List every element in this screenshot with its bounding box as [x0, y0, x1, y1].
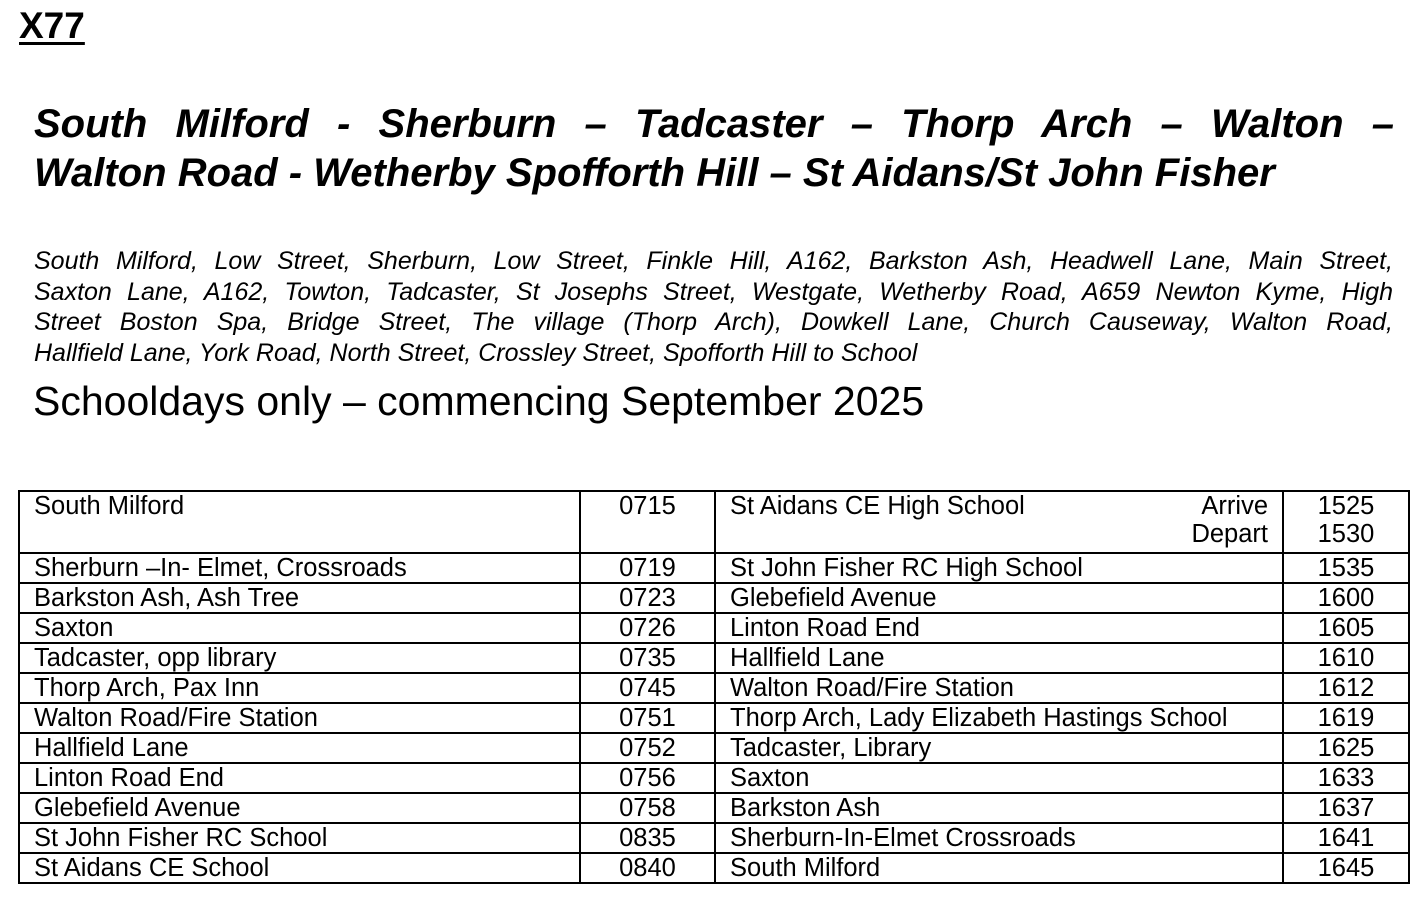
- table-row: [19, 553, 1409, 583]
- service-note: Schooldays only – commencing September 2025: [33, 378, 925, 424]
- afternoon-time-cell: 1600: [1283, 583, 1409, 613]
- morning-time-cell: 0723: [580, 583, 715, 613]
- afternoon-stop-cell: Walton Road/Fire Station: [715, 673, 1283, 703]
- route-heading-line-1: [34, 100, 1394, 148]
- table-row: [19, 583, 1409, 613]
- arrive-label: Arrive: [1201, 492, 1268, 520]
- morning-time-cell: 0756: [580, 763, 715, 793]
- route-description-line-text: Saxton Lane, A162, Towton, Tadcaster, St Josephs Street, Westgate, Wetherby Road, A659 Newton Kyme, High: [34, 277, 1393, 306]
- afternoon-stop-cell: Thorp Arch, Lady Elizabeth Hastings School: [715, 703, 1283, 733]
- afternoon-time-cell: [1283, 491, 1409, 553]
- route-description-line: Hallfield Lane, York Road, North Street, Crossley Street, Spofforth Hill to School: [34, 338, 918, 367]
- timetable-body: [19, 491, 1409, 883]
- table-row: [19, 763, 1409, 793]
- table-row: [19, 613, 1409, 643]
- afternoon-time-cell: 1633: [1283, 763, 1409, 793]
- afternoon-time-cell: 1610: [1283, 643, 1409, 673]
- table-row: [19, 733, 1409, 763]
- afternoon-stop-with-arrive-depart: [730, 492, 1268, 548]
- morning-time-cell: 0752: [580, 733, 715, 763]
- morning-time-cell: 0840: [580, 853, 715, 883]
- arrive-depart-labels: [1191, 492, 1268, 548]
- morning-stop-cell: St John Fisher RC School: [19, 823, 580, 853]
- route-description-line: [34, 307, 1393, 338]
- depart-time: 1530: [1317, 520, 1375, 548]
- route-description-line: [34, 246, 1393, 277]
- morning-stop-cell: Tadcaster, opp library: [19, 643, 580, 673]
- morning-time-cell: 0751: [580, 703, 715, 733]
- morning-stop-cell: Glebefield Avenue: [19, 793, 580, 823]
- arrive-time: 1525: [1317, 492, 1375, 520]
- morning-stop-cell: Saxton: [19, 613, 580, 643]
- afternoon-time-cell: 1612: [1283, 673, 1409, 703]
- morning-stop-cell: Barkston Ash, Ash Tree: [19, 583, 580, 613]
- table-row: [19, 853, 1409, 883]
- morning-time-cell: 0719: [580, 553, 715, 583]
- afternoon-time-cell: 1641: [1283, 823, 1409, 853]
- table-row: [19, 823, 1409, 853]
- morning-stop-cell: Walton Road/Fire Station: [19, 703, 580, 733]
- route-heading-line-2: Walton Road - Wetherby Spofforth Hill – St Aidans/St John Fisher: [34, 151, 1275, 195]
- afternoon-time-cell: 1637: [1283, 793, 1409, 823]
- afternoon-stop-cell: [715, 491, 1283, 553]
- table-row: [19, 703, 1409, 733]
- afternoon-time-cell: 1605: [1283, 613, 1409, 643]
- afternoon-stop-cell: Linton Road End: [715, 613, 1283, 643]
- morning-time-cell: 0735: [580, 643, 715, 673]
- morning-stop-cell: South Milford: [19, 491, 580, 553]
- morning-time-cell: 0745: [580, 673, 715, 703]
- afternoon-time-cell: 1645: [1283, 853, 1409, 883]
- table-row: [19, 491, 1409, 553]
- morning-time-cell: 0726: [580, 613, 715, 643]
- afternoon-time-cell: 1619: [1283, 703, 1409, 733]
- table-row: [19, 673, 1409, 703]
- morning-time-cell: 0835: [580, 823, 715, 853]
- route-description: [34, 246, 1393, 368]
- route-number: X77: [19, 5, 85, 46]
- afternoon-stop-cell: Hallfield Lane: [715, 643, 1283, 673]
- morning-stop-cell: Hallfield Lane: [19, 733, 580, 763]
- morning-time-cell: 0715: [580, 491, 715, 553]
- route-description-line-text: Street Boston Spa, Bridge Street, The village (Thorp Arch), Dowkell Lane, Church Causeway, Walton Road,: [34, 308, 1393, 337]
- timetable: [18, 490, 1410, 884]
- afternoon-stop-cell: Barkston Ash: [715, 793, 1283, 823]
- route-description-line-text: South Milford, Low Street, Sherburn, Low Street, Finkle Hill, A162, Barkston Ash, Headwell Lane, Main Street,: [34, 247, 1393, 275]
- table-row: [19, 643, 1409, 673]
- afternoon-stop-cell: Saxton: [715, 763, 1283, 793]
- morning-stop-cell: St Aidans CE School: [19, 853, 580, 883]
- afternoon-stop-cell: South Milford: [715, 853, 1283, 883]
- afternoon-stop-cell: St John Fisher RC High School: [715, 553, 1283, 583]
- afternoon-time-cell: 1535: [1283, 553, 1409, 583]
- morning-stop-cell: Sherburn –In- Elmet, Crossroads: [19, 553, 580, 583]
- table-row: [19, 793, 1409, 823]
- morning-stop-cell: Linton Road End: [19, 763, 580, 793]
- route-heading-line-1-text: South Milford - Sherburn – Tadcaster – Thorp Arch – Walton –: [34, 102, 1394, 146]
- afternoon-time-cell: 1625: [1283, 733, 1409, 763]
- morning-time-cell: 0758: [580, 793, 715, 823]
- afternoon-stop-cell: Glebefield Avenue: [715, 583, 1283, 613]
- afternoon-stop-name: St Aidans CE High School: [730, 492, 1025, 520]
- route-description-line: [34, 277, 1393, 308]
- afternoon-stop-cell: Sherburn-In-Elmet Crossroads: [715, 823, 1283, 853]
- afternoon-stop-cell: Tadcaster, Library: [715, 733, 1283, 763]
- morning-stop-cell: Thorp Arch, Pax Inn: [19, 673, 580, 703]
- depart-label: Depart: [1191, 520, 1268, 548]
